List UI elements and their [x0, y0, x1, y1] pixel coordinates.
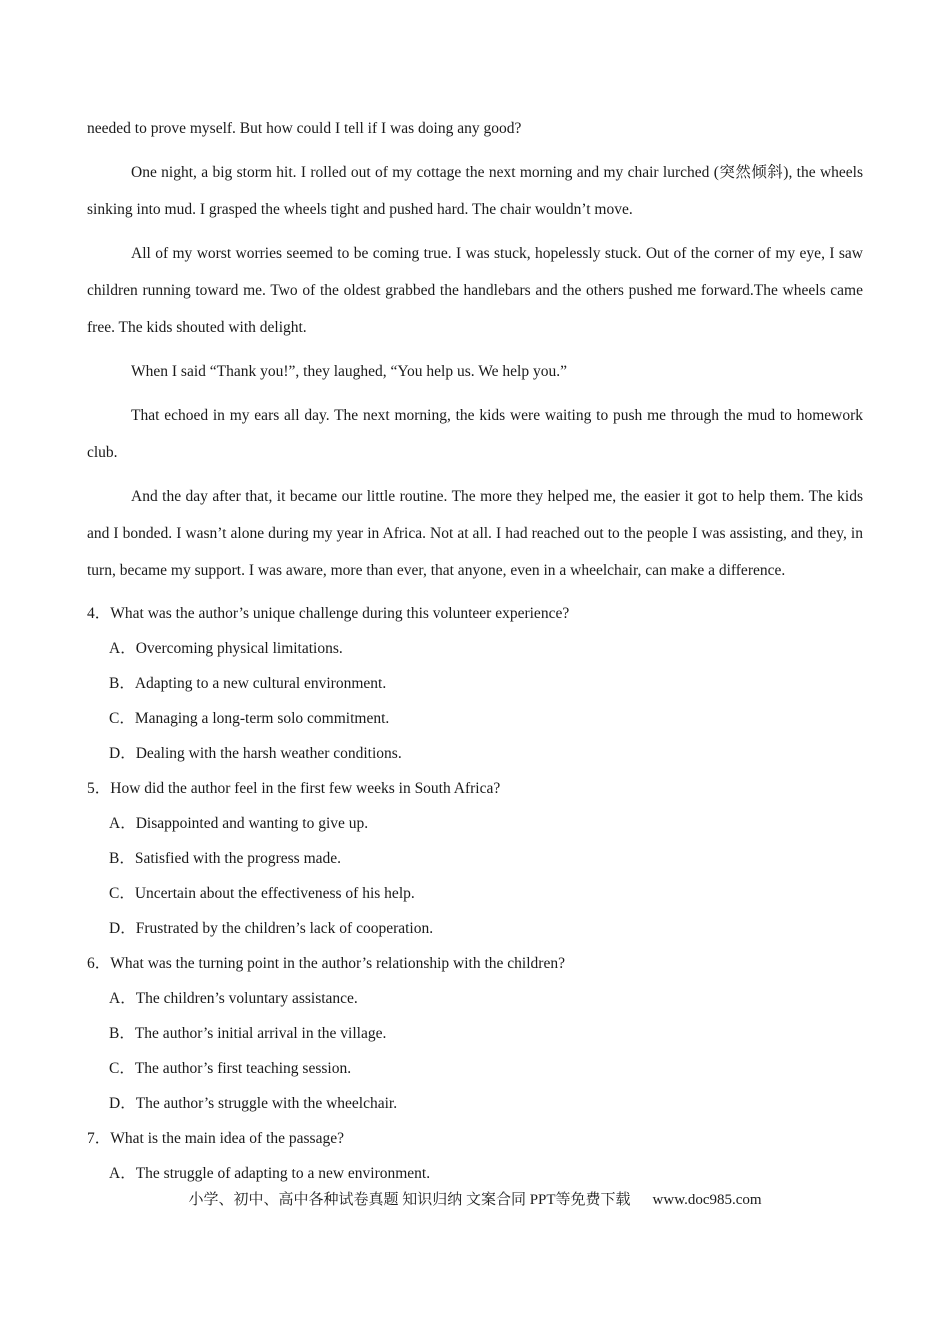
question-block	[87, 946, 863, 1121]
question-block	[87, 1121, 863, 1191]
answer-option: C．Managing a long-term solo commitment.	[109, 710, 390, 727]
answer-option: D．The author’s struggle with the wheelchair.	[109, 1095, 398, 1112]
document-page	[87, 110, 863, 1191]
question-stem: 5．How did the author feel in the first few weeks in South Africa?	[87, 780, 501, 797]
answer-option: D．Frustrated by the children’s lack of cooperation.	[109, 920, 434, 937]
answer-option: C．Uncertain about the effectiveness of his help.	[109, 885, 415, 902]
question-stem: 6．What was the turning point in the author’s relationship with the children?	[87, 955, 565, 972]
passage-paragraph: That echoed in my ears all day. The next morning, the kids were waiting to push me through the mud to homework club.	[87, 407, 863, 461]
passage-paragraph: needed to prove myself. But how could I tell if I was doing any good?	[87, 120, 522, 137]
question-block	[87, 771, 863, 946]
answer-option: A．The struggle of adapting to a new environment.	[109, 1165, 431, 1182]
passage	[87, 110, 863, 589]
page-footer	[0, 1188, 950, 1212]
answer-option: B．Adapting to a new cultural environment.	[109, 675, 387, 692]
question-stem: 4．What was the author’s unique challenge during this volunteer experience?	[87, 605, 570, 622]
passage-paragraph: All of my worst worries seemed to be coming true. I was stuck, hopelessly stuck. Out of the corner of my eye, I saw children running toward me. Two of the oldest grabbed the handlebars and the others pushed me forward.The wheels came free. The kids shouted with delight.	[87, 245, 863, 336]
passage-paragraph: When I said “Thank you!”, they laughed, “You help us. We help you.”	[131, 363, 567, 380]
passage-paragraph: One night, a big storm hit. I rolled out of my cottage the next morning and my chair lurched (突然倾斜), the wheels sinking into mud. I grasped the wheels tight and pushed hard. The chair wouldn’t move.	[87, 164, 863, 218]
answer-option: D．Dealing with the harsh weather conditions.	[109, 745, 402, 762]
question-block	[87, 596, 863, 771]
answer-option: B．The author’s initial arrival in the village.	[109, 1025, 387, 1042]
answer-option: C．The author’s first teaching session.	[109, 1060, 352, 1077]
answer-option: A．Overcoming physical limitations.	[109, 640, 343, 657]
question-stem: 7．What is the main idea of the passage?	[87, 1130, 344, 1147]
answer-option: A．The children’s voluntary assistance.	[109, 990, 358, 1007]
passage-paragraph: And the day after that, it became our little routine. The more they helped me, the easier it got to help them. The kids and I bonded. I wasn’t alone during my year in Africa. Not at all. I had reached out to the people I was assisting, and they, in turn, became my support. I was aware, more than ever, that anyone, even in a wheelchair, can make a difference.	[87, 488, 863, 579]
footer-text: 小学、初中、高中各种试卷真题 知识归纳 文案合同 PPT等免费下载	[188, 1192, 631, 1208]
footer-website: www.doc985.com	[652, 1192, 762, 1208]
answer-option: B．Satisfied with the progress made.	[109, 850, 342, 867]
answer-option: A．Disappointed and wanting to give up.	[109, 815, 369, 832]
